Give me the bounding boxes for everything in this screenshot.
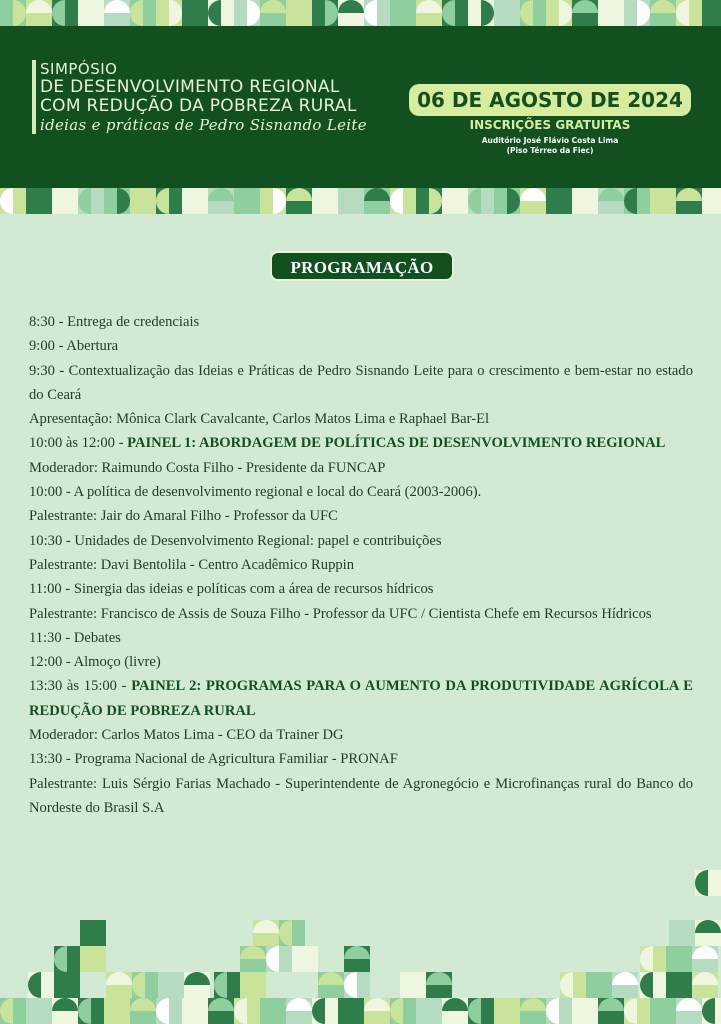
pattern-tile <box>104 0 130 26</box>
pattern-tile <box>520 0 546 26</box>
pattern-tile <box>156 188 182 214</box>
schedule-item: Moderador: Carlos Matos Lima - CEO da Trainer DG <box>29 727 344 744</box>
pattern-tile <box>666 946 692 972</box>
pattern-tile <box>156 0 182 26</box>
panel-title: PAINEL 1: ABORDAGEM DE POLÍTICAS DE DESENVOLVIMENTO REGIONAL <box>127 435 666 452</box>
pattern-tile <box>182 998 208 1024</box>
pattern-tile <box>650 998 676 1024</box>
pattern-tile <box>650 188 676 214</box>
schedule-list <box>29 310 693 820</box>
pattern-tile <box>208 998 234 1024</box>
pattern-tile <box>572 0 598 26</box>
pattern-tile <box>695 870 721 896</box>
pattern-tile <box>676 188 702 214</box>
schedule-item <box>29 674 693 723</box>
pattern-tile <box>416 188 442 214</box>
pattern-tile <box>468 188 494 214</box>
pattern-tile <box>104 188 130 214</box>
schedule-item: Apresentação: Mônica Clark Cavalcante, Carlos Matos Lima e Raphael Bar-El <box>29 411 490 428</box>
pattern-tile <box>0 188 26 214</box>
pattern-tile <box>702 998 721 1024</box>
pattern-tile <box>26 188 52 214</box>
pattern-tile <box>253 920 279 946</box>
top-decorative-pattern <box>0 0 721 26</box>
pattern-tile <box>260 998 286 1024</box>
pattern-tile <box>292 946 318 972</box>
pattern-tile <box>442 0 468 26</box>
pattern-tile <box>182 0 208 26</box>
schedule-item: 10:30 - Unidades de Desenvolvimento Regional: papel e contribuições <box>29 532 442 549</box>
pattern-tile <box>286 0 312 26</box>
pattern-tile <box>0 998 26 1024</box>
pattern-tile <box>572 188 598 214</box>
pattern-tile <box>260 0 286 26</box>
pattern-tile <box>676 998 702 1024</box>
schedule-item: 9:00 - Abertura <box>29 338 119 355</box>
pattern-tile <box>279 920 305 946</box>
mid-decorative-pattern <box>0 188 721 214</box>
pattern-tile <box>158 972 184 998</box>
schedule-time: 10:00 às 12:00 - <box>29 435 128 452</box>
pattern-tile <box>364 188 390 214</box>
pattern-tile <box>442 998 468 1024</box>
pattern-tile <box>344 946 370 972</box>
section-title-badge: PROGRAMAÇÃO <box>270 251 454 281</box>
pattern-tile <box>520 188 546 214</box>
venue-line-1: Auditório José Flávio Costa Lima <box>481 136 619 145</box>
pattern-tile <box>132 972 158 998</box>
event-date-badge: 06 DE AGOSTO DE 2024 <box>409 84 691 116</box>
title-line-1: SIMPÓSIO <box>40 60 118 78</box>
pattern-tile <box>612 972 638 998</box>
pattern-tile <box>692 946 718 972</box>
schedule-item: 13:30 - Programa Nacional de Agricultura Familiar - PRONAF <box>29 751 398 768</box>
pattern-tile <box>494 998 520 1024</box>
pattern-tile <box>364 0 390 26</box>
pattern-tile <box>52 0 78 26</box>
pattern-tile <box>598 998 624 1024</box>
pattern-tile <box>546 0 572 26</box>
pattern-tile <box>598 0 624 26</box>
pattern-tile <box>494 188 520 214</box>
pattern-tile <box>104 998 130 1024</box>
pattern-tile <box>54 972 80 998</box>
pattern-tile <box>560 972 586 998</box>
pattern-tile <box>130 188 156 214</box>
bottom-decorative-pattern <box>0 870 721 1024</box>
pattern-tile <box>364 998 390 1024</box>
pattern-tile <box>624 0 650 26</box>
pattern-tile <box>640 946 666 972</box>
schedule-item: Palestrante: Francisco de Assis de Souza Filho - Professor da UFC / Cientista Chefe em Recursos Hídricos <box>29 605 652 622</box>
pattern-tile <box>468 0 494 26</box>
title-line-2: DE DESENVOLVIMENTO REGIONAL <box>40 77 340 97</box>
pattern-tile <box>695 920 721 946</box>
pattern-tile <box>338 0 364 26</box>
pattern-tile <box>338 998 364 1024</box>
pattern-tile <box>692 972 718 998</box>
pattern-tile <box>390 188 416 214</box>
pattern-tile <box>234 188 260 214</box>
pattern-tile <box>312 188 338 214</box>
pattern-tile <box>520 998 546 1024</box>
pattern-tile <box>234 0 260 26</box>
pattern-tile <box>214 972 240 998</box>
pattern-tile <box>338 188 364 214</box>
pattern-tile <box>208 0 234 26</box>
pattern-tile <box>78 188 104 214</box>
pattern-tile <box>78 998 104 1024</box>
pattern-tile <box>572 998 598 1024</box>
schedule-item: Moderador: Raimundo Costa Filho - Presidente da FUNCAP <box>29 459 386 476</box>
panel-title: PAINEL 2: PROGRAMAS PARA O AUMENTO DA PRODUTIVIDADE AGRÍCOLA E REDUÇÃO DE POBREZA RURAL <box>29 678 693 719</box>
pattern-tile <box>416 0 442 26</box>
registration-note: INSCRIÇÕES GRATUITAS <box>469 118 631 132</box>
event-header <box>0 26 721 188</box>
event-subtitle: ideias e práticas de Pedro Sisnando Leite <box>40 116 367 134</box>
pattern-tile <box>702 188 721 214</box>
pattern-tile <box>130 998 156 1024</box>
pattern-tile <box>586 972 612 998</box>
pattern-tile <box>0 0 26 26</box>
pattern-tile <box>106 972 132 998</box>
pattern-tile <box>26 998 52 1024</box>
pattern-tile <box>266 946 292 972</box>
pattern-tile <box>80 920 106 946</box>
pattern-tile <box>442 188 468 214</box>
pattern-tile <box>676 0 702 26</box>
schedule-item: Palestrante: Davi Bentolila - Centro Acadêmico Ruppin <box>29 556 355 573</box>
pattern-tile <box>80 946 106 972</box>
pattern-tile <box>54 946 80 972</box>
schedule-item: 10:00 - A política de desenvolvimento regional e local do Ceará (2003-2006). <box>29 484 482 501</box>
pattern-tile <box>650 0 676 26</box>
pattern-tile <box>52 188 78 214</box>
schedule-item: 11:30 - Debates <box>29 629 121 646</box>
pattern-tile <box>546 188 572 214</box>
schedule-time: 13:30 às 15:00 - <box>29 678 132 695</box>
pattern-tile <box>240 972 266 998</box>
pattern-tile <box>318 972 344 998</box>
schedule-item: 12:00 - Almoço (livre) <box>29 654 161 671</box>
pattern-tile <box>240 946 266 972</box>
pattern-tile <box>702 0 721 26</box>
schedule-item: Palestrante: Luis Sérgio Farias Machado - Superintendente de Agronegócio e Microfinanças rural do Banco do Nordeste do Brasil S.A <box>29 775 693 816</box>
pattern-tile <box>52 998 78 1024</box>
pattern-tile <box>182 188 208 214</box>
pattern-tile <box>28 972 54 998</box>
title-line-3: COM REDUÇÃO DA POBREZA RURAL <box>40 96 357 116</box>
schedule-item: 11:00 - Sinergia das ideias e políticas com a área de recursos hídricos <box>29 581 434 598</box>
pattern-tile <box>130 0 156 26</box>
schedule-item <box>29 431 693 455</box>
pattern-tile <box>156 998 182 1024</box>
pattern-tile <box>416 998 442 1024</box>
pattern-tile <box>390 0 416 26</box>
pattern-tile <box>286 998 312 1024</box>
pattern-tile <box>260 188 286 214</box>
pattern-tile <box>184 972 210 998</box>
venue-info <box>409 136 691 156</box>
pattern-tile <box>598 188 624 214</box>
pattern-tile <box>494 0 520 26</box>
pattern-tile <box>640 972 666 998</box>
pattern-tile <box>208 188 234 214</box>
pattern-tile <box>312 0 338 26</box>
pattern-tile <box>390 998 416 1024</box>
schedule-item: 9:30 - Contextualização das Ideias e Práticas de Pedro Sisnando Leite para o crescimento e bem-estar no estado do Ceará <box>29 362 693 403</box>
pattern-tile <box>666 972 692 998</box>
schedule-item: 8:30 - Entrega de credenciais <box>29 314 200 330</box>
pattern-tile <box>234 998 260 1024</box>
schedule-item: Palestrante: Jair do Amaral Filho - Professor da UFC <box>29 508 338 525</box>
pattern-tile <box>400 972 426 998</box>
pattern-tile <box>426 972 452 998</box>
venue-line-2: (Piso Térreo da Fiec) <box>506 146 594 155</box>
pattern-tile <box>624 998 650 1024</box>
pattern-tile <box>546 998 572 1024</box>
pattern-tile <box>78 0 104 26</box>
pattern-tile <box>26 0 52 26</box>
pattern-tile <box>624 188 650 214</box>
pattern-tile <box>286 188 312 214</box>
event-title <box>32 60 390 134</box>
pattern-tile <box>468 998 494 1024</box>
pattern-tile <box>344 972 370 998</box>
pattern-tile <box>312 998 338 1024</box>
pattern-tile <box>669 920 695 946</box>
